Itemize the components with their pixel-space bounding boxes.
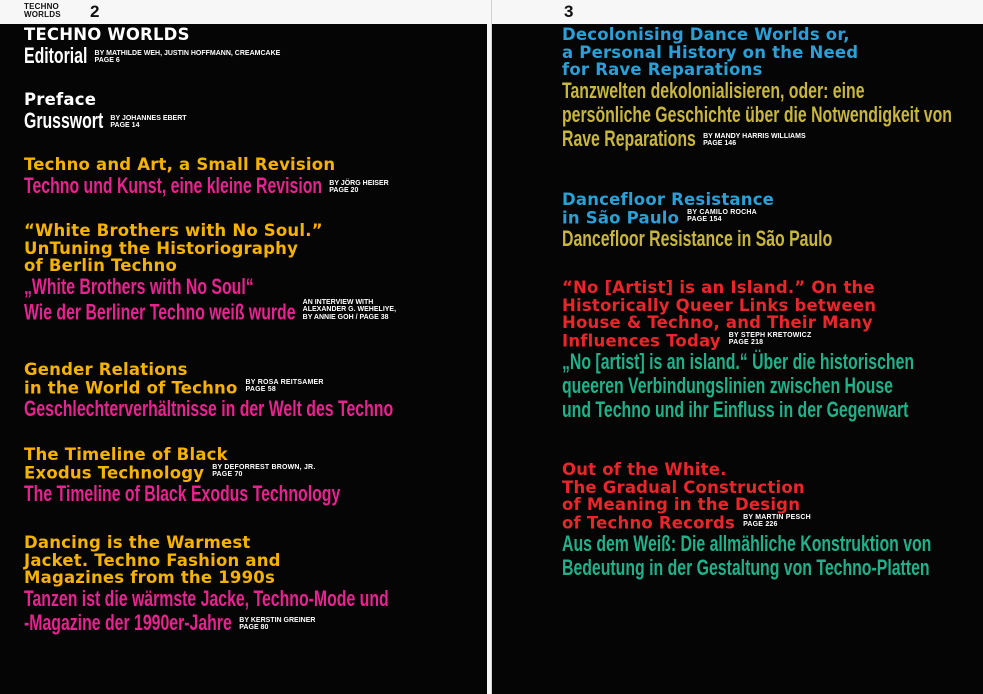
entry-title-de-line: persönliche Geschichte über die Notwendigkeit von — [562, 101, 952, 127]
author-page-ref-line: BY KERSTIN GREINER — [238, 616, 316, 624]
entry-title-en — [562, 461, 983, 532]
toc-entry — [562, 191, 937, 251]
author-page-ref-line: AN INTERVIEW WITH — [302, 298, 374, 306]
entry-title-en — [24, 446, 463, 482]
author-page-ref-line: BY MANDY HARRIS WILLIAMS — [703, 132, 806, 140]
author-page-ref — [303, 299, 396, 322]
running-head-line: WORLDS — [24, 10, 61, 19]
author-page-ref-line: PAGE 70 — [212, 471, 243, 478]
left-contents-block — [0, 24, 487, 694]
author-page-ref-line: PAGE 20 — [329, 187, 359, 194]
entry-title-en-line: Magazines from the 1990s — [24, 568, 275, 587]
entry-title-de-line: „White Brothers with No Soul“ — [24, 273, 254, 299]
author-page-ref — [687, 209, 757, 224]
right-contents-block — [492, 24, 983, 694]
author-page-ref-line: PAGE 14 — [110, 122, 140, 129]
entry-title-en-line: House & Techno, and Their Many — [562, 313, 873, 332]
entry-title-de-line: Grusswort BY JOHANNES EBERT PAGE 14 — [24, 107, 187, 133]
author-page-ref-line: BY ANNIE GOH / PAGE 38 — [302, 313, 389, 321]
author-page-ref-line: BY JÖRG HEISER — [329, 179, 389, 187]
entry-title-de-line: Wie der Berliner Techno weiß wurde AN INTERVIEW WITH ALEXANDER G. WEHELIYE, BY ANNIE GOH / PAGE 38 — [24, 298, 397, 324]
entry-title-de — [24, 397, 491, 421]
author-page-ref-line: PAGE 218 — [728, 339, 764, 346]
author-page-ref — [95, 50, 281, 65]
entry-title-de-line: -Magazine der 1990er-Jahre BY KERSTIN GREINER PAGE 80 — [24, 609, 316, 635]
entry-title-en-line: UnTuning the Historiography — [24, 238, 299, 258]
toc-entry — [562, 461, 983, 580]
entry-title-en-line: The Gradual Construction — [562, 477, 805, 497]
author-page-ref — [729, 332, 812, 347]
author-page-ref-line: ALEXANDER G. WEHELIYE, — [302, 306, 397, 313]
entry-title-de — [562, 227, 935, 251]
entry-title-de-line: Tanzwelten dekolonialisieren, oder: eine — [562, 77, 865, 103]
entry-title-de-line: und Techno und ihr Einfluss in der Gegenwart — [562, 396, 909, 422]
entry-title-en-line: “No [Artist] is an Island.” On the — [562, 278, 875, 297]
toc-entry — [24, 222, 491, 324]
entry-title-de-line: Aus dem Weiß: Die allmähliche Konstruktion von — [562, 530, 932, 556]
toc-entry — [24, 361, 491, 421]
entry-title-de-line: Techno und Kunst, eine kleine Revision BY JÖRG HEISER PAGE 20 — [24, 172, 389, 198]
entry-title-de-line: The Timeline of Black Exodus Technology — [24, 480, 341, 506]
entry-title-de-line: Bedeutung in der Gestaltung von Techno-Platten — [562, 554, 930, 580]
author-page-ref-line: PAGE 6 — [94, 57, 120, 64]
entry-title-en-line: The Timeline of Black — [24, 445, 228, 464]
entry-title-en — [562, 26, 983, 79]
left-page — [0, 0, 491, 694]
entry-title-en-line: Historically Queer Links between — [562, 295, 877, 315]
entry-title-de — [562, 79, 983, 151]
toc-entry — [562, 279, 983, 422]
author-page-ref-line: BY STEPH KRETOWICZ — [728, 331, 812, 339]
entry-title-en-line: Decolonising Dance Worlds or, — [562, 25, 850, 44]
entry-title-en-line: Jacket. Techno Fashion and — [24, 550, 281, 570]
entry-title-en-line: Influences Today BY STEPH KRETOWICZ PAGE 218 — [562, 331, 812, 350]
entry-title-en-line: in São Paulo BY CAMILO ROCHA PAGE 154 — [562, 208, 757, 227]
author-page-ref — [110, 115, 186, 130]
right-page — [492, 0, 983, 694]
author-page-ref-line: PAGE 146 — [703, 140, 736, 147]
toc-entry — [24, 91, 220, 133]
running-head-line: TECHNO — [24, 2, 59, 11]
toc-entry — [24, 26, 308, 68]
toc-entry — [24, 446, 463, 506]
entry-title-en-line: of Techno Records BY MARTIN PESCH PAGE 226 — [562, 513, 811, 532]
author-page-ref-line: PAGE 58 — [245, 386, 276, 393]
entry-title-de-line: Tanzen ist die wärmste Jacke, Techno-Mode und — [24, 585, 389, 611]
entry-title-de — [24, 174, 491, 198]
running-head — [24, 3, 61, 19]
entry-title-en-line: Dancefloor Resistance — [562, 190, 775, 209]
entry-title-en-line: a Personal History on the Need — [562, 42, 859, 62]
entry-title-de — [24, 482, 460, 506]
entry-title-en — [24, 91, 220, 109]
author-page-ref-line: BY MATHILDE WEH, JUSTIN HOFFMANN, CREAMCAKE — [94, 49, 281, 57]
entry-title-en-line: Gender Relations — [24, 360, 188, 379]
entry-title-en-line: TECHNO WORLDS — [24, 25, 190, 44]
entry-title-de-line: „No [artist] is an island.“ Über die historischen — [562, 348, 915, 374]
toc-entry — [562, 26, 983, 151]
author-page-ref — [246, 379, 324, 394]
entry-title-en-line: Dancing is the Warmest — [24, 533, 251, 552]
entry-title-en-line: Exodus Technology BY DEFORREST BROWN, JR. PAGE 70 — [24, 463, 316, 482]
author-page-ref — [703, 133, 806, 148]
entry-title-en-line: of Berlin Techno — [24, 256, 178, 275]
entry-title-en — [24, 26, 308, 44]
entry-title-en-line: Techno and Art, a Small Revision — [24, 155, 336, 174]
entry-title-en-line: “White Brothers with No Soul.” — [24, 221, 323, 240]
entry-title-de-line: queeren Verbindungslinien zwischen House — [562, 372, 893, 398]
page-number-right: 3 — [564, 2, 574, 21]
author-page-ref-line: PAGE 80 — [238, 624, 269, 631]
author-page-ref — [239, 617, 315, 632]
entry-title-en-line: Preface — [24, 90, 97, 109]
toc-entry — [24, 156, 491, 198]
author-page-ref-line: BY ROSA REITSAMER — [245, 378, 324, 386]
toc-entry — [24, 534, 491, 635]
page-number-left: 2 — [90, 2, 100, 21]
entry-title-de — [562, 532, 983, 580]
author-page-ref-line: BY MARTIN PESCH — [743, 513, 811, 521]
entry-title-en — [24, 222, 491, 275]
entry-title-en — [24, 534, 491, 587]
author-page-ref-line: PAGE 154 — [687, 216, 722, 223]
entry-title-en — [24, 156, 491, 174]
author-page-ref — [743, 514, 811, 529]
entry-title-de — [24, 109, 219, 133]
author-page-ref — [329, 180, 388, 195]
entry-title-en — [562, 191, 937, 227]
entry-title-de — [24, 44, 306, 68]
author-page-ref-line: BY JOHANNES EBERT — [110, 114, 187, 122]
author-page-ref-line: BY CAMILO ROCHA — [687, 208, 757, 216]
entry-title-en-line: of Meaning in the Design — [562, 495, 801, 514]
entry-title-en-line: for Rave Reparations — [562, 60, 763, 79]
entry-title-en — [562, 279, 983, 350]
entry-title-de-line: Dancefloor Resistance in São Paulo — [562, 225, 833, 251]
author-page-ref-line: BY DEFORREST BROWN, JR. — [212, 463, 316, 471]
entry-title-de-line: Geschlechterverhältnisse in der Welt des Techno — [24, 395, 394, 421]
entry-title-en-line: Out of the White. — [562, 460, 727, 479]
entry-title-en — [24, 361, 491, 397]
author-page-ref-line: PAGE 226 — [743, 521, 778, 528]
entry-title-de — [24, 275, 491, 325]
author-page-ref — [212, 464, 315, 479]
entry-title-de-line: Rave Reparations BY MANDY HARRIS WILLIAMS PAGE 146 — [562, 125, 806, 151]
entry-title-de-line: Editorial BY MATHILDE WEH, JUSTIN HOFFMANN, CREAMCAKE PAGE 6 — [24, 42, 281, 68]
entry-title-de — [24, 587, 491, 635]
entry-title-en-line: in the World of Techno BY ROSA REITSAMER PAGE 58 — [24, 378, 324, 397]
entry-title-de — [562, 350, 983, 422]
